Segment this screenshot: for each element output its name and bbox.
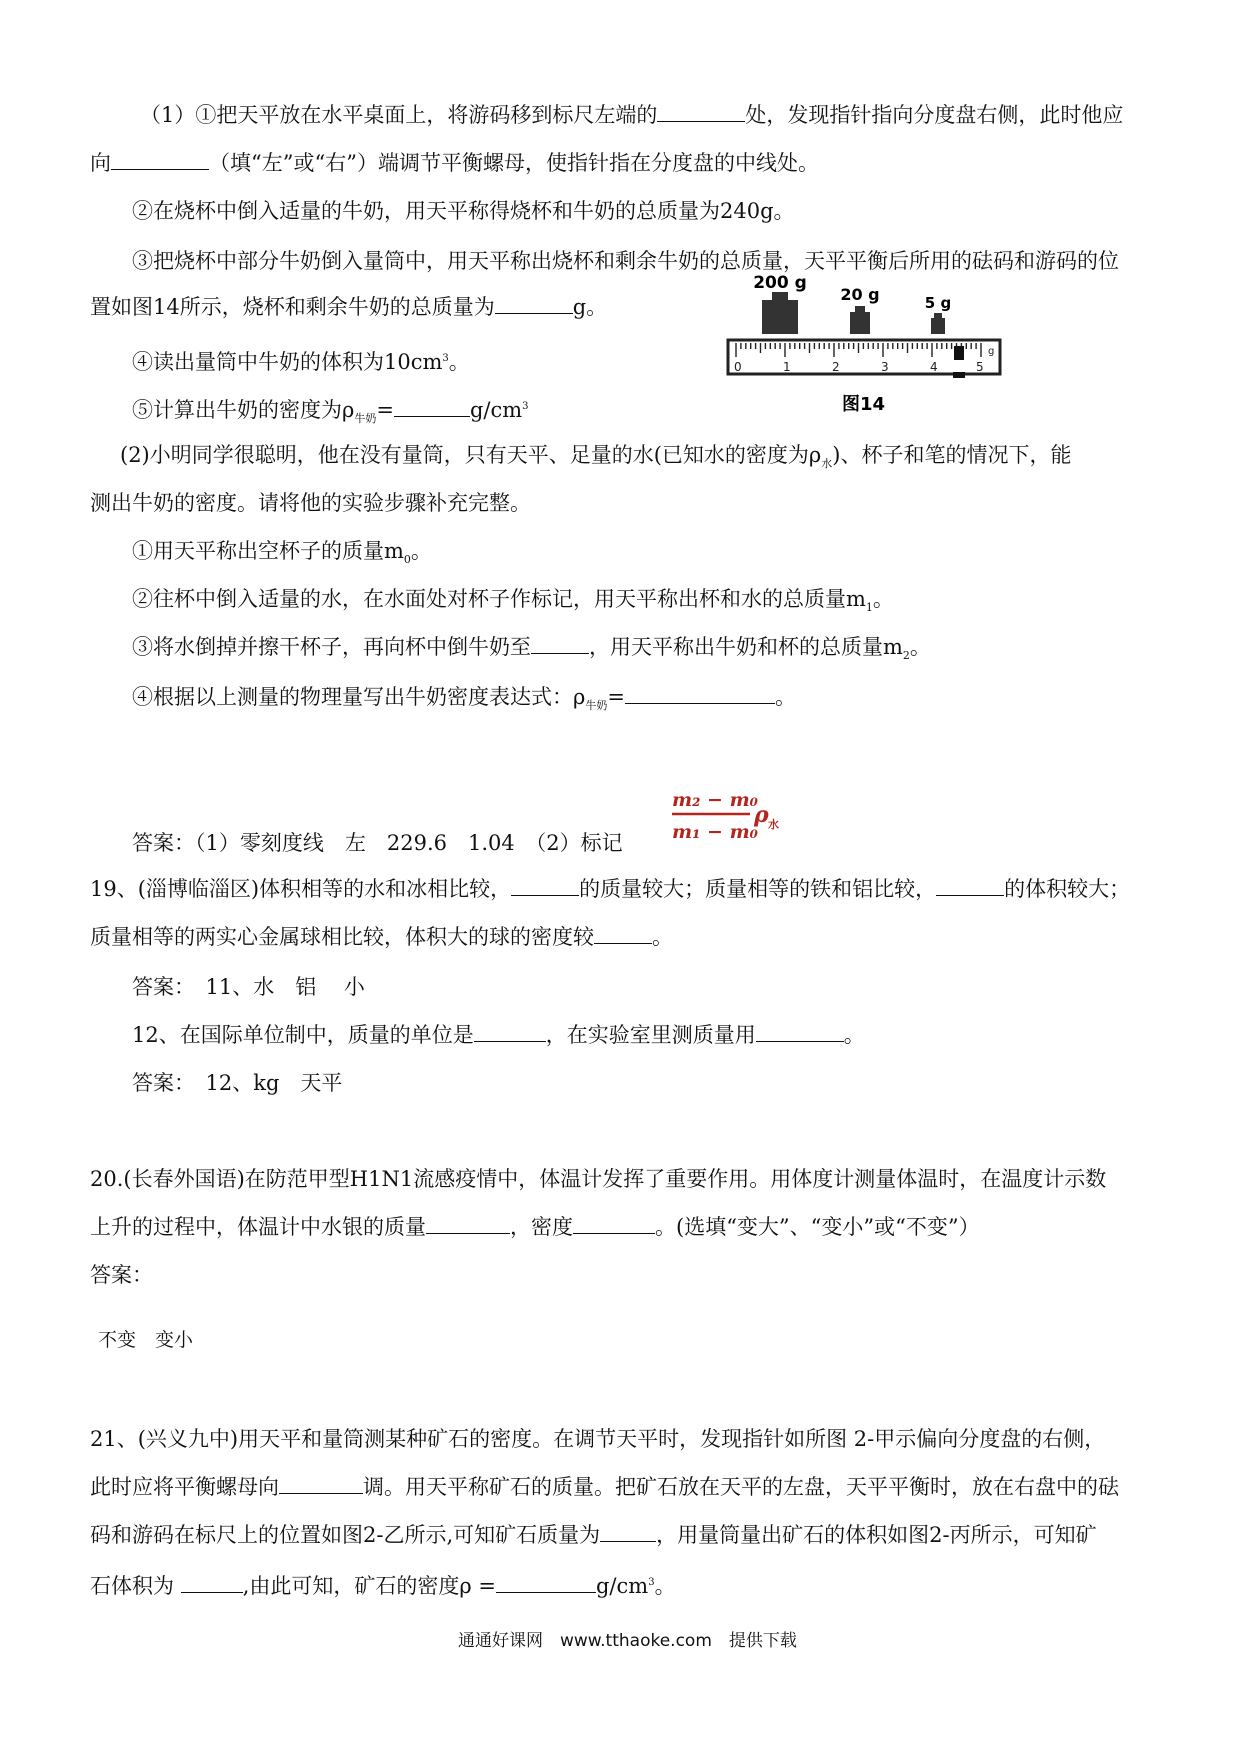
q18-p2-step2: [132, 584, 894, 623]
q21-line4: [90, 1568, 676, 1601]
text: 码和游码在标尺上的位置如图2-乙所示,可知矿石质量为: [90, 1523, 601, 1547]
q18-step4: [132, 344, 470, 377]
text: 。: [448, 350, 470, 374]
text: (2)小明同学很聪明，他在没有量筒，只有天平、足量的水(已知水的密度为ρ: [120, 443, 822, 467]
q19-line1: [90, 874, 1130, 904]
sub: 水: [821, 457, 833, 471]
text: 的质量较大；质量相等的铁和铝比较，: [579, 877, 937, 901]
blank: [625, 683, 775, 704]
text: 石体积为: [90, 1574, 174, 1598]
blank: [511, 875, 579, 896]
q20-answer: 不变 变小: [98, 1329, 194, 1351]
figure-14-balance-scale: [720, 272, 1010, 432]
scale-number: 0: [734, 360, 742, 374]
blank: [279, 1473, 363, 1494]
text: 上升的过程中，体温计中水银的质量: [90, 1215, 426, 1239]
text: 此时应将平衡螺母向: [90, 1475, 279, 1499]
q18-p2-line1: [120, 440, 1072, 479]
text: 19、(淄博临淄区)体积相等的水和冰相比较，: [90, 877, 512, 901]
sub: 牛奶: [585, 699, 608, 713]
q18-p1-line1: [140, 100, 1123, 130]
q12-answer: 答案： 12、kg 天平: [132, 1071, 343, 1095]
q19-answer: 答案： 11、水 铝 小: [132, 975, 365, 999]
weight-label: 5 g: [924, 294, 952, 312]
sub: 1: [865, 601, 873, 615]
q18-step5: [132, 392, 529, 434]
text: g/cm: [469, 398, 523, 422]
sup: 3: [648, 1577, 655, 1588]
scale-number: 2: [832, 360, 840, 374]
q18-p2-step4: [132, 682, 796, 721]
weight-200g: [753, 273, 807, 334]
sup: 3: [522, 401, 529, 412]
blank: [496, 1572, 596, 1593]
text: =: [376, 398, 394, 422]
scale-number: 1: [783, 360, 791, 374]
blank: [181, 1572, 243, 1593]
footer: 通通好课网 www.tthaoke.com 提供下载: [458, 1631, 797, 1651]
q18-step2: ②在烧杯中倒入适量的牛奶，用天平称得烧杯和牛奶的总质量为240g。: [132, 199, 795, 223]
weight-20g: [840, 285, 879, 334]
text: 。(选填“变大”、“变小”或“不变”）: [655, 1215, 980, 1239]
text: ②往杯中倒入适量的水，在水面处对杯子作标记，用天平称出杯和水的总质量m: [132, 587, 866, 611]
blank: [394, 396, 470, 417]
text: （填“左”或“右”）端调节平衡螺母，使指针指在分度盘的中线处。: [209, 151, 819, 175]
text: 置如图14所示，烧杯和剩余牛奶的总质量为: [90, 295, 495, 319]
scale-number: 5: [976, 360, 984, 374]
q18-p2-step3: [132, 632, 931, 671]
text: 质量相等的两实心金属球相比较，体积大的球的密度较: [90, 925, 594, 949]
text: 。: [654, 1574, 676, 1598]
text: 调。用天平称矿石的质量。把矿石放在天平的左盘，天平平衡时，放在右盘中的砝: [363, 1475, 1119, 1499]
q18-step3-line2: [90, 292, 607, 322]
answer-formula: [668, 780, 788, 850]
sup: 3: [442, 353, 449, 364]
scale-number: 4: [930, 360, 938, 374]
text: ③将水倒掉并擦干杯子，再向杯中倒牛奶至: [132, 635, 531, 659]
text: 的体积较大；: [1004, 877, 1131, 901]
formula-rho: ρ: [754, 802, 769, 828]
q20-line1: 20.(长春外国语)在防范甲型H1N1流感疫情中，体温计发挥了重要作用。用体度计测量体温时，在温度计示数: [90, 1167, 1107, 1191]
text: ⑤计算出牛奶的密度为ρ: [132, 398, 355, 422]
q12-line: [132, 1020, 865, 1050]
weight-label: 200 g: [753, 273, 807, 293]
rider: [954, 346, 964, 360]
blank: [936, 875, 1004, 896]
text: 向: [90, 151, 111, 175]
text: 。: [909, 635, 931, 659]
q18-answer: 答案：（1）零刻度线 左 229.6 1.04 （2）标记: [132, 831, 623, 855]
q20-line2: [90, 1212, 980, 1242]
formula-numerator: m₂ − m₀: [672, 789, 759, 811]
q21-line3: [90, 1520, 1097, 1550]
sub: 2: [902, 649, 910, 663]
blank: [426, 1213, 510, 1234]
text: 。: [843, 1023, 865, 1047]
text: 。: [774, 685, 796, 709]
blank: [495, 293, 573, 314]
blank: [573, 1213, 655, 1234]
formula-denominator: m₁ − m₀: [672, 821, 759, 843]
text: 12、在国际单位制中，质量的单位是: [132, 1023, 474, 1047]
text: （1）①把天平放在水平桌面上，将游码移到标尺左端的: [140, 103, 658, 127]
text: g/cm: [595, 1574, 649, 1598]
text: =: [607, 685, 625, 709]
q18-p2-step1: [132, 536, 432, 575]
sub: 牛奶: [354, 412, 377, 426]
text: g。: [572, 295, 608, 319]
text: ④根据以上测量的物理量写出牛奶密度表达式：ρ: [132, 685, 586, 709]
q18-step3-line1: ③把烧杯中部分牛奶倒入量筒中，用天平称出烧杯和剩余牛奶的总质量，天平平衡后所用的砝码和游码的位: [132, 249, 1119, 273]
text: ，密度: [510, 1215, 573, 1239]
text: ,由此可知，矿石的密度ρ =: [242, 1574, 496, 1598]
blank: [474, 1021, 546, 1042]
q21-line1: 21、(兴义九中)用天平和量筒测某种矿石的密度。在调节天平时，发现指针如所图 2-甲示偏向分度盘的右侧，: [90, 1427, 1106, 1451]
text: ，在实验室里测质量用: [545, 1023, 756, 1047]
text: 。: [652, 925, 673, 949]
blank: [594, 923, 652, 944]
q20-answer-label: 答案：: [90, 1263, 153, 1287]
q19-line2: [90, 922, 673, 952]
text: ，用量筒量出矿石的体积如图2-丙所示，可知矿: [656, 1523, 1097, 1547]
blank: [756, 1021, 844, 1042]
q18-p1-line2: [90, 148, 819, 178]
text: ，用天平称出牛奶和杯的总质量m: [589, 635, 903, 659]
figure-caption: 图14: [842, 394, 886, 415]
sub: 0: [403, 553, 411, 567]
formula-rho-sub: 水: [768, 818, 779, 831]
text: 。: [410, 539, 432, 563]
scale-number: 3: [881, 360, 889, 374]
text: )、杯子和笔的情况下，能: [832, 443, 1072, 467]
blank: [600, 1521, 656, 1542]
weight-label: 20 g: [840, 285, 880, 304]
blank: [531, 633, 589, 654]
text: ①用天平称出空杯子的质量m: [132, 539, 404, 563]
weight-5g: [925, 294, 951, 334]
rider-foot: [953, 372, 965, 378]
scale-unit: g: [988, 346, 995, 357]
q18-p2-line2: 测出牛奶的密度。请将他的实验步骤补充完整。: [90, 491, 531, 515]
q21-line2: [90, 1472, 1119, 1502]
text: ④读出量筒中牛奶的体积为10cm: [132, 350, 443, 374]
text: 处，发现指针指向分度盘右侧，此时他应: [745, 103, 1124, 127]
blank: [657, 101, 745, 122]
blank: [111, 149, 209, 170]
text: 。: [872, 587, 894, 611]
